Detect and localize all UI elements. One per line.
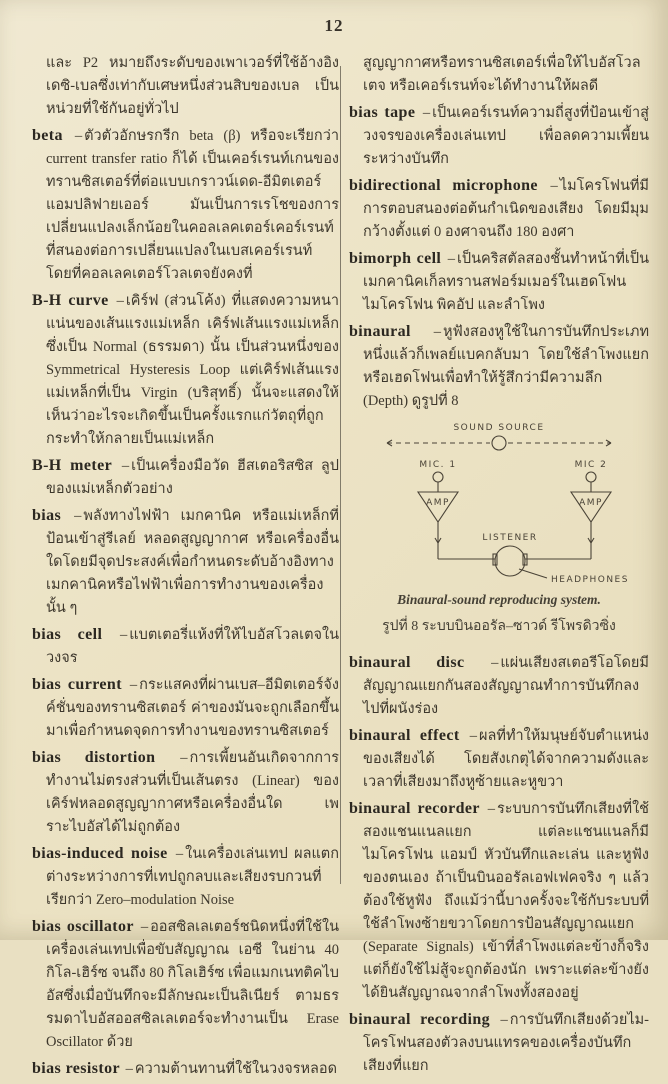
entry-dash: – [140,919,149,935]
entry-dash: – [500,1012,508,1028]
entry-term: binaural recording [349,1011,491,1028]
entry-dash: – [74,128,83,144]
sound-source-symbol [492,436,506,450]
entry-beta [32,124,339,286]
entry-term: B-H meter [32,457,113,474]
entry-dash: – [74,508,82,524]
entry-definition: ระบบการบันทึกเสียงที่ใช้สองแชนแนลแยก แต่ละแชนแนลก็มีไมโครโฟน แอมป์ หัวบันทึกและเล่น และหูฟังของตนเอง ถ้าเป็นบินออรัลเอฟเฟคจริง ๆ แล้ว ต้องใช้หูฟัง ถึงแม้ว่านี้บางครั้งจะใช้กับระบบที่ใช้ลำโพงซ้ายขวาโดยการป้อนสัญญาณแยก (Separate Signals) เข้าที่ลำโพงแต่ละข้างก็จริง แต่ก็ยังใช้ไม่สู้จะถูกต้องนัก เพราะแต่ละข้างยังได้ยินสัญญาณจากลำโพงทั้งสองอยู่ [363,801,649,1001]
entry-bias [32,504,339,620]
entry-definition: แบตเตอรี่แห้งที่ให้ไบอัสโวลเตจในวงจร [46,627,340,666]
entry-term: binaural effect [349,727,460,744]
entry-definition: หูฟังสองหูใช้ในการบันทึกประเภทหนึ่งแล้วก็เพลย์แบคกลับมา โดยใช้ลำโพงแยกหรือเฮดโฟนเพื่อทำให้รู้สึกว่ามีความลึก (Depth) ดูรูปที่ 8 [363,324,649,409]
listener-label: LISTENER [482,533,538,543]
entry-binaural-recording [349,1008,649,1078]
headphones-pointer-line [519,569,547,578]
entry-term: bias distortion [32,749,156,766]
mic2-label: MIC 2 [574,460,608,470]
entry-dash: – [116,293,124,309]
entry-definition: กระแสคงที่ผ่านเบส–อีมิตเตอร์จังค์ชั่นของทรานซิสเตอร์ ค่าของมันจะถูกเลือกขึ้นมาเพื่อกำหนดจุดการทำงานของทรานซิสเตอร์ [46,677,339,739]
mic1-label: MIC. 1 [419,460,457,470]
entry-dash: – [175,846,184,862]
entry-term: binaural recorder [349,800,480,817]
entry-bias-induced-noise [32,842,339,912]
entry-definition: เป็นเครื่องมือวัด ฮีสเตอริสซิส ลูปของแม่เหล็กตัวอย่าง [46,458,339,497]
entry-dash: – [129,677,138,693]
entry-definition: ในเครื่องเล่นเทป ผลแตกต่างระหว่างการที่เทปถูกลบและเสียงรบกวนที่เรียกว่า Zero–modulation Noise [46,846,340,908]
entry-definition: การบันทึกเสียงด้วยไม-โครโฟนสองตัวลงบนแทรคของเครื่องบันทึกเสียงที่แยก [363,1012,649,1074]
entry-binaural [349,320,649,413]
amp-right-label: AMP [579,498,603,508]
entry-bh-meter [32,454,339,501]
entry-bias-cell [32,623,339,670]
continued-paragraph: และ P2 หมายถึงระดับของเพาเวอร์ที่ใช้อ้างอิง เดซิ-เบลซึ่งเท่ากับเศษหนึ่งส่วนสิบของเบล เป็นหน่วยที่ใช้กันอยู่ทั่วไป [46,55,339,117]
entry-bias-resistor [32,1057,339,1081]
left-column [32,52,339,1084]
wave-arrowheads [387,440,611,446]
entry-term: beta [32,127,63,144]
entry-bh-curve [32,289,339,451]
entry-definition: เคิร์ฟ (ส่วนโค้ง) ที่แสดงความหนาแน่นของเส้นแรงแม่เหล็ก เคิร์ฟเส้นแรงแม่เหล็กซึ่งเป็น Normal (ธรรมดา) นั้น เป็นส่วนหนึ่งของ Symmetrical Hysteresis Loop แต่เคิร์ฟเส้นแรงแม่เหล็กที่เป็น Virgin (บริสุทธิ์) นั้นจะแสดงให้เห็นว่าอะไรจะเกิดขึ้นเป็นครั้งแรกแก่วัตถุที่ถูกกระทำให้กลายเป็นแม่เหล็ก [46,293,339,447]
entry-dash: – [180,750,188,766]
entry-binaural-disc [349,651,649,721]
entry-dash: – [550,178,558,194]
entry-definition: ออสซิลเลเตอร์ชนิดหนึ่งที่ใช้ในเครื่องเล่นเทปเพื่อขับสัญญาณ เอซี ในย่าน 40 กิโล-เฮิร์ซ จนถึง 80 กิโลเฮิร์ซ เพื่อแมกเนทติคไบอัสซึ่งเมื่อบันทึกจะมีลักษณะเป็นลิเนียร์ ตามธรรมดาไบอัสออสซิลเลเตอร์จะทำงานเป็น Erase Oscillator ด้วย [46,919,339,1050]
entry-definition: เป็นคริสตัลสองชั้นทำหน้าที่เป็นเมกคานิคเก็ลทรานสฟอร์มเมอร์ในเฮดโฟน ไมโครโฟน พิคอัป และลำโพง [363,251,649,313]
entry-bias-tape [349,101,649,171]
entry-definition: แผ่นเสียงสเตอรีโอโดยมีสัญญาณแยกกันสองสัญญาณทำการบันทึกลงไปที่ผนังร่อง [363,655,649,717]
entry-binaural-effect [349,724,649,794]
entry-term: binaural disc [349,654,465,671]
entry-term: bias current [32,676,122,693]
binaural-system-diagram [349,419,649,589]
entry-definition: ไมโครโฟนที่มีการตอบสนองต่อต้นกำเนิดของเสียง โดยมีมุมกว้างตั้งแต่ 0 องศาจนถึง 180 องศา [363,178,649,240]
entry-bias-current [32,673,339,743]
entry-term: binaural [349,323,411,340]
right-column [349,52,649,1081]
entry-term: bimorph cell [349,250,442,267]
continued-paragraph: สูญญากาศหรือทรานซิสเตอร์เพื่อให้ไบอัสโวลเตจ หรือเคอร์เรนท์จะได้ทำงานให้ผลดี [363,55,641,94]
entry-dash: – [120,627,128,643]
entry-term: bias-induced noise [32,845,168,862]
listener-head-symbol [495,546,525,576]
figure-binaural-system [349,419,649,637]
sound-source-label: SOUND SOURCE [453,423,545,433]
entry-dash: – [447,251,455,267]
entry-bias-oscillator [32,915,339,1054]
entry-definition: การเพี้ยนอันเกิดจากการทำงานไม่ตรงส่วนที่เป็นเส้นตรง (Linear) ของเคิร์ฟหลอดสูญญากาศหรือเครื่องอื่นใด เพราะไบอัสได้ไม่ถูกต้อง [46,750,339,835]
page-number: 12 [324,16,344,35]
entry-dash: – [487,801,495,817]
headphones-label: HEADPHONES [551,575,629,585]
entry-binaural-recorder [349,797,649,1005]
entry-bimorph-cell [349,247,649,317]
entry-dash: – [469,728,478,744]
entry-dash: – [422,105,431,121]
entry-term: bidirectional microphone [349,177,538,194]
column-divider [340,66,341,884]
figure-caption-thai: รูปที่ 8 ระบบบินออรัล–ซาวด์ รีโพรดิวซิ่ง [382,619,616,634]
mic1-symbol [433,472,443,482]
entry-definition: ตัวตัวอักษรกรีก beta (β) หรือจะเรียกว่า current transfer ratio ก็ได้ เป็นเคอร์เรนท์เกนของทรานซิสเตอร์ที่ต่อแบบเกราวน์เดด-อีมิตเตอร์ แอมปลิฟายเออร์ มันเป็นการเรโชของการเปลี่ยนแปลงเล็กน้อยในคอลเลคเตอร์เคอร์เรนท์ ที่สนองต่อการเปลี่ยนแปลงในเบสเคอร์เรนท์ โดยที่คอลเลคเตอร์โวลเตจยังคงที่ [46,128,339,282]
entry-term: bias tape [349,104,416,121]
amp-left-label: AMP [426,498,450,508]
entry-bidirectional-microphone [349,174,649,244]
figure-caption-english: Binaural-sound reproducing system. [397,592,601,607]
entry-definition: เป็นเคอร์เรนท์ความถี่สูงที่ป้อนเข้าสู่วงจรของเครื่องเล่นเทป เพื่อลดความเพี้ยนระหว่างบันทึก [363,105,649,167]
entry-term: bias cell [32,626,103,643]
entry-term: bias oscillator [32,918,134,935]
entry-definition: ความต้านทานที่ใช้ในวงจรหลอด [134,1061,338,1077]
entry-bias-distortion [32,746,339,839]
entry-dash: – [121,458,130,474]
entry-dash: – [491,655,499,671]
mic2-symbol [586,472,596,482]
entry-dash: – [125,1061,133,1077]
entry-term: bias [32,507,62,524]
entry-definition: ผลที่ทำให้มนุษย์จับตำแหน่งของเสียงได้ โดยสังเกตุได้จากความดังและเวลาที่เสียงมาถึงหูซ้ายและหูขวา [363,728,649,790]
entry-dash: – [433,324,441,340]
entry-term: B-H curve [32,292,109,309]
entry-definition: พลังทางไฟฟ้า เมกคานิค หรือแม่เหล็กที่ป้อนเข้าสู่รีเลย์ หลอดสูญญากาศ หรือเครื่องอื่นใดโดยมีจุดประสงค์เพื่อกำหนดระดับอ้างอิงทางเมกคานิคหรือไฟฟ้าเพื่อการทำงานของเครื่องนั้น ๆ [46,508,339,616]
entry-term: bias resistor [32,1060,121,1077]
